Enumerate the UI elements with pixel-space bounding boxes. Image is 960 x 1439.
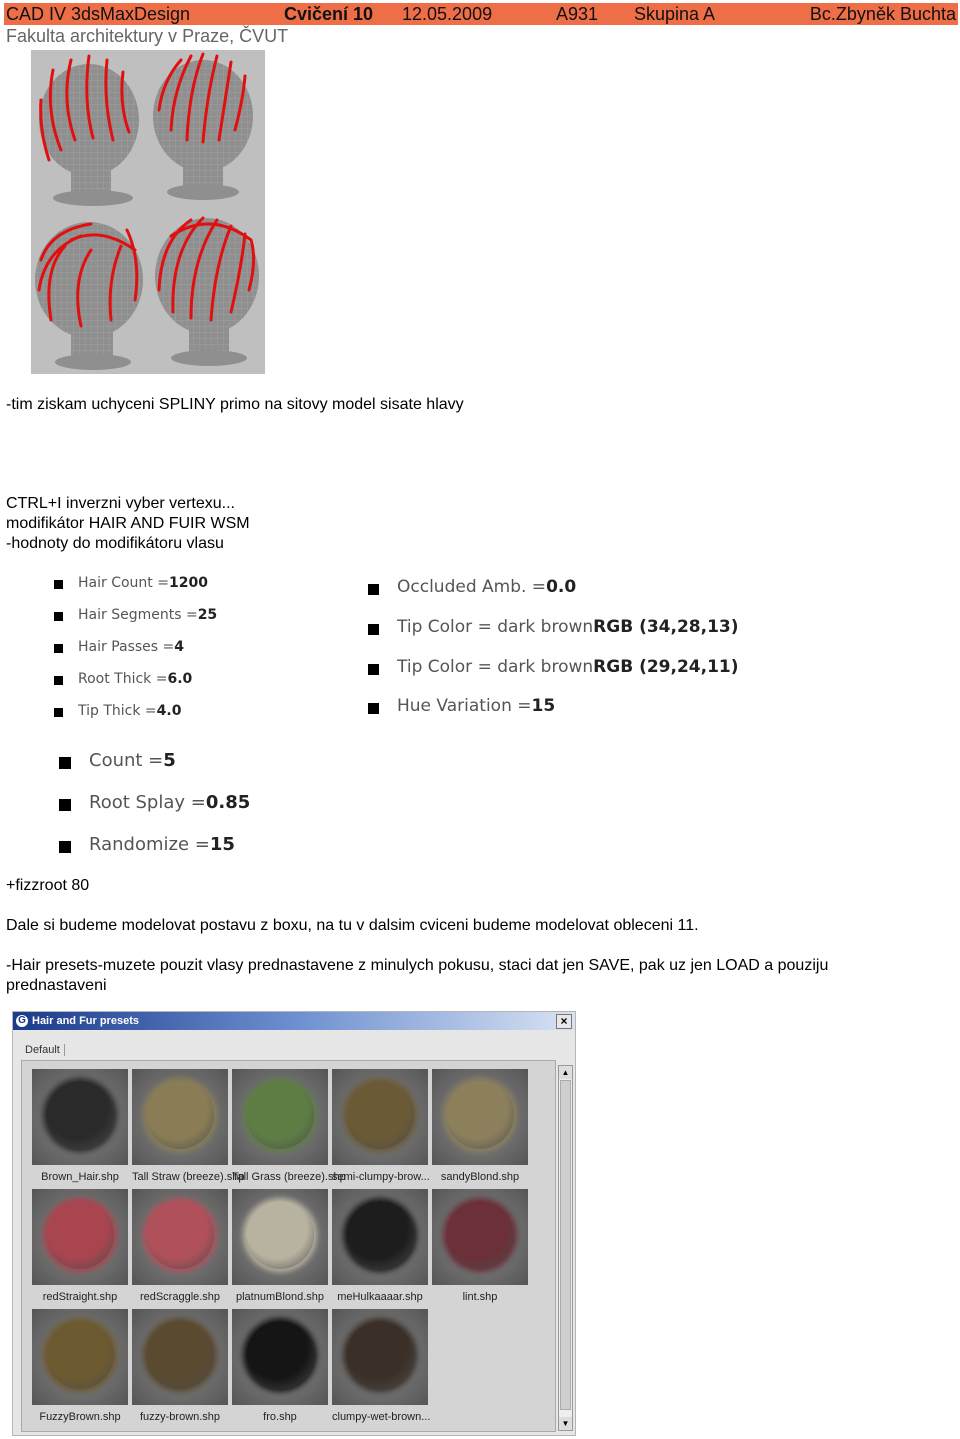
preset-thumbnail xyxy=(32,1069,128,1165)
hair-ball-icon xyxy=(246,1321,314,1389)
preset-thumbnail xyxy=(132,1309,228,1405)
course-title: CAD IV 3dsMaxDesign xyxy=(6,4,191,24)
hair-ball-icon xyxy=(46,1321,114,1389)
hair-ball-icon xyxy=(246,1081,314,1149)
preset-thumbnail xyxy=(32,1309,128,1405)
hair-ball-icon xyxy=(346,1081,414,1149)
preset-thumbnail xyxy=(232,1069,328,1165)
hair-ball-icon xyxy=(346,1321,414,1389)
preset-thumbnail xyxy=(132,1069,228,1165)
preset-item[interactable] xyxy=(332,1309,431,1423)
preset-item[interactable] xyxy=(132,1189,228,1303)
hair-ball-icon xyxy=(446,1081,514,1149)
preset-label: Brown_Hair.shp xyxy=(41,1171,119,1183)
param-root-splay: Root Splay =0.85 xyxy=(89,792,251,813)
preset-thumbnail xyxy=(232,1189,328,1285)
preset-item[interactable] xyxy=(432,1189,528,1303)
room-label: A931 xyxy=(556,4,599,24)
preset-item[interactable] xyxy=(132,1069,245,1183)
preset-label: redStraight.shp xyxy=(42,1291,118,1303)
hair-ball-icon xyxy=(146,1201,214,1269)
preset-label: lint.shp xyxy=(462,1291,498,1303)
text-ctrl-i: CTRL+I inverzni vyber vertexu... xyxy=(6,495,235,512)
preset-item[interactable] xyxy=(32,1069,128,1183)
preset-thumbnail xyxy=(232,1309,328,1405)
preset-label: Tall Grass (breeze).shp xyxy=(232,1171,346,1183)
window-title: Hair and Fur presets xyxy=(32,1015,139,1027)
hair-ball-icon xyxy=(46,1081,114,1149)
param-hair-segments: Hair Segments =25 xyxy=(78,607,218,623)
preset-item[interactable] xyxy=(232,1069,346,1183)
preset-item[interactable] xyxy=(332,1069,428,1183)
group-label: Skupina A xyxy=(634,4,716,24)
hair-ball-icon xyxy=(446,1201,514,1269)
hair-ball-icon xyxy=(146,1321,214,1389)
preset-label: clumpy-wet-brown... xyxy=(332,1411,431,1423)
hair-ball-icon xyxy=(346,1201,414,1269)
preset-thumbnail xyxy=(432,1069,528,1165)
text-splines-attach: -tim ziskam uchyceni SPLINY primo na sitovy model sisate hlavy xyxy=(6,396,464,413)
preset-label: platnumBlond.shp xyxy=(235,1291,325,1303)
param-tip-color-1: Tip Color = dark brownRGB (34,28,13) xyxy=(397,617,739,637)
preset-label: redScraggle.shp xyxy=(139,1291,221,1303)
param-hair-count: Hair Count =1200 xyxy=(78,575,208,591)
header-bar xyxy=(4,3,958,25)
text-box-model: Dale si budeme modelovat postavu z boxu, na tu v dalsim cviceni budeme modelovat obleceni 11. xyxy=(6,917,699,934)
text-hair-presets-cont: prednastaveni xyxy=(6,977,107,994)
text-hair-presets: -Hair presets-muzete pouzit vlasy prednastavene z minulych pokusu, staci dat jen SAVE, pak uz jen LOAD a pouziju xyxy=(6,957,829,974)
text-hair-values: -hodnoty do modifikátoru vlasu xyxy=(6,535,224,552)
param-hair-passes: Hair Passes =4 xyxy=(78,639,185,655)
preset-item[interactable] xyxy=(432,1069,528,1183)
tab-default[interactable]: Default xyxy=(25,1044,65,1056)
preset-item[interactable] xyxy=(232,1309,328,1423)
presets-scrollbar[interactable] xyxy=(558,1065,573,1431)
text-fizzroot: +fizzroot 80 xyxy=(6,877,90,894)
author-label: Bc.Zbyněk Buchta xyxy=(809,4,956,24)
hair-ball-icon xyxy=(146,1081,214,1149)
preset-label: fuzzy-brown.shp xyxy=(139,1411,221,1423)
app-logo-icon: G xyxy=(16,1015,28,1027)
preset-label: meHulkaaaar.shp xyxy=(337,1291,423,1303)
preset-item[interactable] xyxy=(232,1189,328,1303)
param-tip-thick: Tip Thick =4.0 xyxy=(78,703,182,719)
close-icon[interactable]: × xyxy=(556,1014,572,1029)
presets-grid xyxy=(21,1060,556,1432)
param-hue-variation: Hue Variation =15 xyxy=(397,696,556,716)
preset-thumbnail xyxy=(132,1189,228,1285)
preset-item[interactable] xyxy=(32,1189,128,1303)
preset-item[interactable] xyxy=(332,1189,428,1303)
preset-thumbnail xyxy=(432,1189,528,1285)
preset-thumbnail xyxy=(332,1069,428,1165)
scroll-up-icon[interactable]: ▲ xyxy=(559,1066,572,1079)
scroll-down-icon[interactable]: ▼ xyxy=(559,1417,572,1430)
preset-label: Tall Straw (breeze).shp xyxy=(132,1171,245,1183)
preset-item[interactable] xyxy=(132,1309,228,1423)
hair-presets-window xyxy=(12,1011,576,1436)
preset-thumbnail xyxy=(332,1189,428,1285)
preset-label: semi-clumpy-brow... xyxy=(332,1171,430,1183)
scroll-thumb[interactable] xyxy=(560,1080,571,1410)
param-occluded-amb: Occluded Amb. =0.0 xyxy=(397,577,577,597)
preset-label: fro.shp xyxy=(263,1411,297,1423)
date-label: 12.05.2009 xyxy=(402,4,493,24)
preset-label: sandyBlond.shp xyxy=(440,1171,520,1183)
param-randomize: Randomize =15 xyxy=(89,834,235,855)
hair-ball-icon xyxy=(246,1201,314,1269)
hair-ball-icon xyxy=(46,1201,114,1269)
preset-thumbnail xyxy=(332,1309,428,1405)
param-root-thick: Root Thick =6.0 xyxy=(78,671,193,687)
param-tip-color-2: Tip Color = dark brownRGB (29,24,11) xyxy=(397,657,739,677)
head-splines-image xyxy=(31,50,265,374)
window-titlebar xyxy=(13,1012,575,1030)
preset-label: FuzzyBrown.shp xyxy=(39,1411,121,1423)
param-count: Count =5 xyxy=(89,750,176,771)
preset-item[interactable] xyxy=(32,1309,128,1423)
exercise-label: Cvičení 10 xyxy=(284,4,374,24)
preset-thumbnail xyxy=(32,1189,128,1285)
faculty-subtitle: Fakulta architektury v Praze, ČVUT xyxy=(6,26,289,46)
text-modifier: modifikátor HAIR AND FUIR WSM xyxy=(6,515,250,532)
